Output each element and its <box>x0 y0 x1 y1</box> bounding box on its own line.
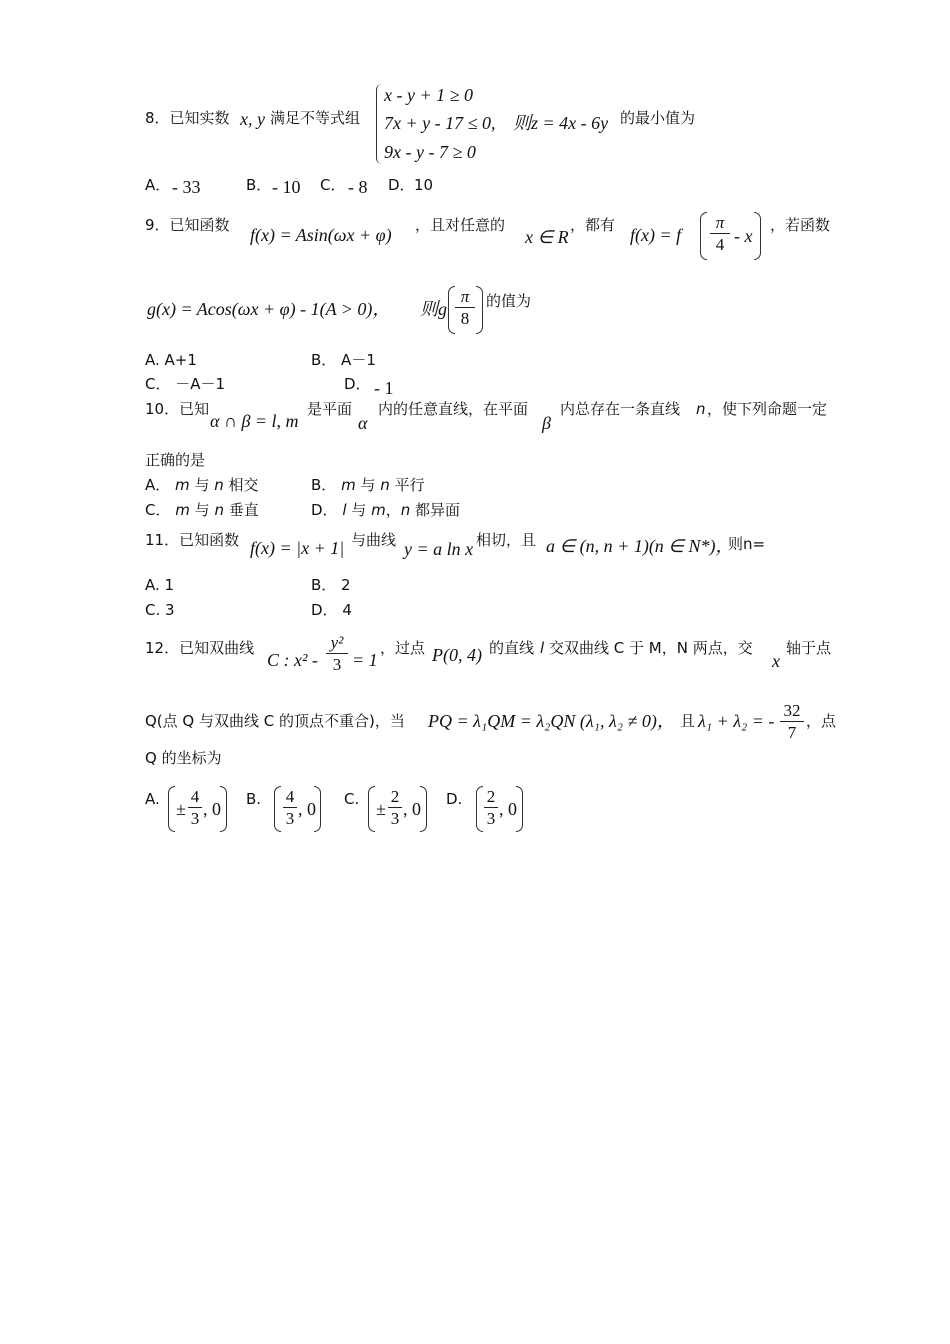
q12-b-zero: , 0 <box>298 799 316 819</box>
var-m: m <box>371 501 386 519</box>
q10-option-a <box>145 478 259 493</box>
q11-option-a: A. 1 <box>145 576 175 594</box>
q8-option-c-label: C． <box>320 176 346 194</box>
fraction-bar <box>455 307 475 308</box>
q12-a-plus-minus: ± <box>176 799 186 819</box>
q8-vars: x, y <box>240 109 265 129</box>
q8-prefix: 8．已知实数 <box>145 109 230 127</box>
q10-intersection: α ∩ β = l, m <box>210 411 299 431</box>
q9-fraction-pi-4 <box>710 214 730 253</box>
q9-text-3: ，若函数 <box>770 216 831 234</box>
q11-curve: y = a ln x <box>404 539 474 559</box>
fraction-bar <box>710 233 730 234</box>
q8-inequality-1: x - y + 1 ≥ 0 <box>384 85 473 105</box>
q12-a-den: 3 <box>190 809 200 828</box>
q12-text-4: 轴于点 <box>786 639 832 657</box>
q9-evaluate: 则g <box>420 299 447 319</box>
q9-g-right-paren <box>476 286 483 334</box>
q12-d-fraction <box>484 788 498 827</box>
q12-d-num: 2 <box>486 787 496 806</box>
q10-beta: β <box>542 413 551 433</box>
q12-seven: 7 <box>787 723 797 742</box>
q9-right-paren <box>754 212 761 260</box>
q12-lambda-sum: λ₁ + λ₂ = - <box>698 711 775 731</box>
q9-option-b: B． A－1 <box>311 351 376 369</box>
q12-point-p: P(0, 4) <box>432 645 482 665</box>
q9-prefix: 9．已知函数 <box>145 216 230 234</box>
q12-three: 3 <box>332 655 342 674</box>
q11-interval: a ∈ (n, n + 1)(n ∈ N*)， <box>546 536 734 556</box>
option-text: 与 <box>194 501 210 519</box>
q8-option-b-label: B． <box>246 176 272 194</box>
q12-d-zero: , 0 <box>499 799 517 819</box>
q12-x-axis: x <box>772 651 780 671</box>
option-label: B． <box>311 476 337 494</box>
q10-line-2: 正确的是 <box>145 451 206 469</box>
q10-option-d <box>311 503 460 518</box>
q11-text-3: 则n= <box>728 535 766 553</box>
var-m: m <box>175 501 190 519</box>
q12-text-2: 的直线 <box>489 639 535 657</box>
option-text: 相交 <box>228 476 259 494</box>
q10-n: n <box>696 400 706 418</box>
q9-pi-2: π <box>460 287 470 306</box>
q9-domain: x ∈ R <box>525 227 569 247</box>
q12-b-fraction <box>283 788 297 827</box>
var-n: n <box>214 476 224 494</box>
q9-option-d-value: - 1 <box>374 378 394 398</box>
q11-option-b: B． 2 <box>311 576 351 594</box>
q12-text-3: 交双曲线 C 于 M，N 两点，交 <box>549 639 753 657</box>
q10-text-3: 内总存在一条直线 <box>560 400 681 418</box>
q8-suffix: 的最小值为 <box>620 109 696 127</box>
fraction-bar <box>780 721 804 722</box>
q10-option-c <box>145 503 259 518</box>
q11-text-1: 与曲线 <box>351 531 397 549</box>
q12-a-num: 4 <box>190 787 200 806</box>
q11-function-f: f(x) = |x + 1| <box>250 538 345 558</box>
q11-option-c: C. 3 <box>145 601 175 619</box>
option-text: ， <box>385 501 401 519</box>
q10-text-2: 内的任意直线，在平面 <box>378 400 529 418</box>
q12-c-zero: , 0 <box>403 799 421 819</box>
q12-fraction-32-7 <box>780 702 804 741</box>
q8-option-a-value: - 33 <box>172 177 201 197</box>
fraction-bar <box>283 807 297 808</box>
q9-minus-x: - x <box>734 226 753 246</box>
q12-fraction-y2-3 <box>326 634 348 673</box>
q12-option-c-label: C. <box>344 790 360 808</box>
q12-line-2a: Q(点 Q 与双曲线 C 的顶点不重合)，当 <box>145 712 405 730</box>
fraction-bar <box>388 807 402 808</box>
q9-g-left-paren <box>448 286 455 334</box>
q12-line-2c: 且 <box>680 712 696 730</box>
q12-prefix: 12．已知双曲线 <box>145 639 255 657</box>
q9-text-1: ，且对任意的 <box>415 216 506 234</box>
option-label: C． <box>145 501 171 519</box>
q12-d-right-paren <box>516 786 523 832</box>
var-m: m <box>175 476 190 494</box>
q12-thirty-two: 32 <box>783 701 801 720</box>
q12-line-l: l <box>540 639 545 657</box>
q12-a-fraction <box>188 788 202 827</box>
q9-option-d-label: D． <box>344 375 371 393</box>
q8-option-d-value: 10 <box>414 176 434 194</box>
q12-a-left-paren <box>168 786 175 832</box>
q12-b-num: 4 <box>285 787 295 806</box>
q12-equals-one: = 1 <box>352 650 378 670</box>
q9-function-f: f(x) = Asin(ωx + φ) <box>250 225 392 245</box>
q8-option-d-label: D． <box>388 176 415 194</box>
q8-mid: 满足不等式组 <box>270 109 361 127</box>
fraction-bar <box>188 807 202 808</box>
q9-symmetry: f(x) = f <box>630 225 682 245</box>
q12-a-right-paren <box>220 786 227 832</box>
option-label: D． <box>311 501 338 519</box>
var-l: l <box>342 501 347 519</box>
q12-c-fraction <box>388 788 402 827</box>
q12-line-3: Q 的坐标为 <box>145 749 222 767</box>
q8-inequality-3: 9x - y - 7 ≥ 0 <box>384 142 476 162</box>
var-n: n <box>400 501 411 519</box>
q8-inequality-2: 7x + y - 17 ≤ 0, <box>384 113 496 133</box>
q12-a-zero: , 0 <box>203 799 221 819</box>
q12-line-2e: ，点 <box>806 712 837 730</box>
q9-four: 4 <box>715 235 725 254</box>
q8-objective: 则z = 4x - 6y <box>513 113 609 133</box>
option-text: 都异面 <box>415 501 461 519</box>
q9-left-paren <box>700 212 707 260</box>
q9-function-g: g(x) = Acos(ωx + φ) - 1(A > 0)， <box>147 299 391 319</box>
q9-pi: π <box>715 213 725 232</box>
q12-c-right-paren <box>420 786 427 832</box>
q12-y-squared: y² <box>330 633 344 652</box>
q11-text-2: 相切，且 <box>476 531 537 549</box>
option-label: A． <box>145 476 171 494</box>
q12-d-den: 3 <box>486 809 496 828</box>
option-text: 平行 <box>394 476 425 494</box>
q12-option-a-label: A. <box>145 790 160 808</box>
q12-c-left-paren <box>368 786 375 832</box>
q12-vector-relation: PQ = λ₁QM = λ₂QN (λ₁, λ₂ ≠ 0)， <box>428 711 675 731</box>
option-text: 垂直 <box>228 501 259 519</box>
var-m: m <box>341 476 356 494</box>
q11-option-d: D． 4 <box>311 601 352 619</box>
q8-option-a-label: A． <box>145 176 171 194</box>
q9-option-c: C． －A－1 <box>145 375 226 393</box>
q10-prefix: 10．已知 <box>145 400 210 418</box>
q8-option-b-value: - 10 <box>272 177 301 197</box>
q12-c-den: 3 <box>390 809 400 828</box>
fraction-bar <box>326 653 348 654</box>
var-n: n <box>380 476 390 494</box>
q12-c-plus-minus: ± <box>376 799 386 819</box>
q12-hyperbola: C : x² - <box>267 650 318 670</box>
q12-option-d-label: D. <box>446 790 463 808</box>
option-text: 与 <box>194 476 210 494</box>
q8-option-c-value: - 8 <box>348 177 368 197</box>
q12-c-num: 2 <box>390 787 400 806</box>
q10-text-1: 是平面 <box>307 400 353 418</box>
fraction-bar <box>484 807 498 808</box>
q11-prefix: 11．已知函数 <box>145 531 240 549</box>
q9-text-2: ，都有 <box>570 216 616 234</box>
q12-text-1: ，过点 <box>380 639 426 657</box>
var-n: n <box>214 501 224 519</box>
q10-text-4: ，使下列命题一定 <box>707 400 828 418</box>
q10-alpha: α <box>358 413 368 433</box>
q9-option-a: A. A+1 <box>145 351 197 369</box>
q9-eight: 8 <box>460 309 470 328</box>
q12-b-left-paren <box>274 786 281 832</box>
q12-option-b-label: B. <box>246 790 262 808</box>
q12-b-den: 3 <box>285 809 295 828</box>
q12-d-left-paren <box>476 786 483 832</box>
q9-fraction-pi-8 <box>455 288 475 327</box>
q12-b-right-paren <box>314 786 321 832</box>
q9-suffix: 的值为 <box>486 292 532 310</box>
option-text: 与 <box>360 476 376 494</box>
option-text: 与 <box>351 501 367 519</box>
q10-option-b <box>311 478 425 493</box>
